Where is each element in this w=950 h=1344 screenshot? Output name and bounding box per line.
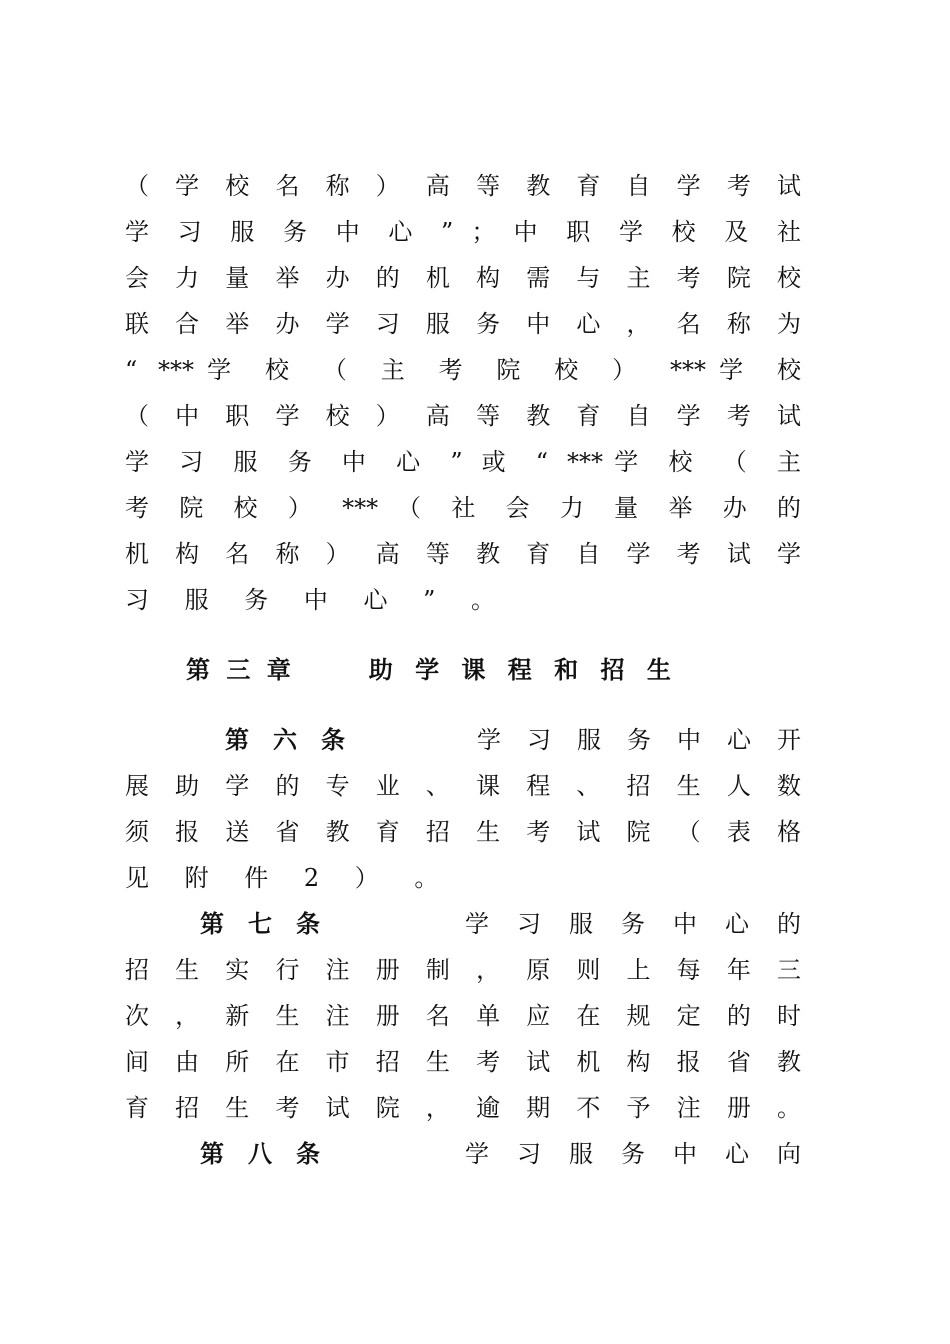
- article-7-text: 学 习 服 务 中 心 的: [465, 910, 801, 938]
- chapter-heading: [186, 650, 746, 690]
- paragraph-line: （ 中 职 学 校 ） 高 等 教 育 自 学 考 试: [125, 402, 801, 430]
- paragraph-line: 见 附 件 2 ） 。: [125, 864, 439, 892]
- article-6-first-line: [125, 720, 801, 760]
- article-8-label: 第 八 条: [200, 1140, 320, 1168]
- paragraph-line: 间 由 所 在 市 招 生 考 试 机 构 报 省 教: [125, 1048, 801, 1076]
- paragraph-line: 学 习 服 务 中 心 ” 或 “ ***学 校 （ 主: [125, 448, 801, 476]
- paragraph-line: 次 ， 新 生 注 册 名 单 应 在 规 定 的 时: [125, 1002, 801, 1030]
- paragraph-line: 育 招 生 考 试 院 ， 逾 期 不 予 注 册 。: [125, 1094, 801, 1122]
- paragraph-line: 学 习 服 务 中 心 ” ； 中 职 学 校 及 社: [125, 218, 801, 246]
- paragraph-line: 会 力 量 举 办 的 机 构 需 与 主 考 院 校: [125, 264, 801, 292]
- paragraph-line: 须 报 送 省 教 育 招 生 考 试 院 （ 表 格: [125, 818, 801, 846]
- paragraph-line: 考 院 校 ） *** （ 社 会 力 量 举 办 的: [125, 494, 801, 522]
- chapter-title: 助 学 课 程 和 招 生: [368, 656, 671, 684]
- article-7-label: 第 七 条: [200, 910, 320, 938]
- article-6-text: 学 习 服 务 中 心 开: [477, 726, 801, 754]
- paragraph-line: 展 助 学 的 专 业 、 课 程 、 招 生 人 数: [125, 772, 801, 800]
- paragraph-line: （ 学 校 名 称 ） 高 等 教 育 自 学 考 试: [125, 172, 801, 200]
- paragraph-line: 习 服 务 中 心 ” 。: [125, 586, 496, 614]
- paragraph-line: “ ***学 校 （ 主 考 院 校 ） ***学 校: [125, 356, 801, 384]
- article-6-label: 第 六 条: [225, 726, 345, 754]
- paragraph-line: 联 合 举 办 学 习 服 务 中 心 ， 名 称 为: [125, 310, 801, 338]
- paragraph-line: 招 生 实 行 注 册 制 ， 原 则 上 每 年 三: [125, 956, 801, 984]
- article-8-first-line: [125, 1134, 801, 1174]
- chapter-number: 第 三 章: [186, 656, 291, 684]
- paragraph-line: 机 构 名 称 ） 高 等 教 育 自 学 考 试 学: [125, 540, 801, 568]
- article-8-text: 学 习 服 务 中 心 向: [465, 1140, 801, 1168]
- article-7-first-line: [125, 904, 801, 944]
